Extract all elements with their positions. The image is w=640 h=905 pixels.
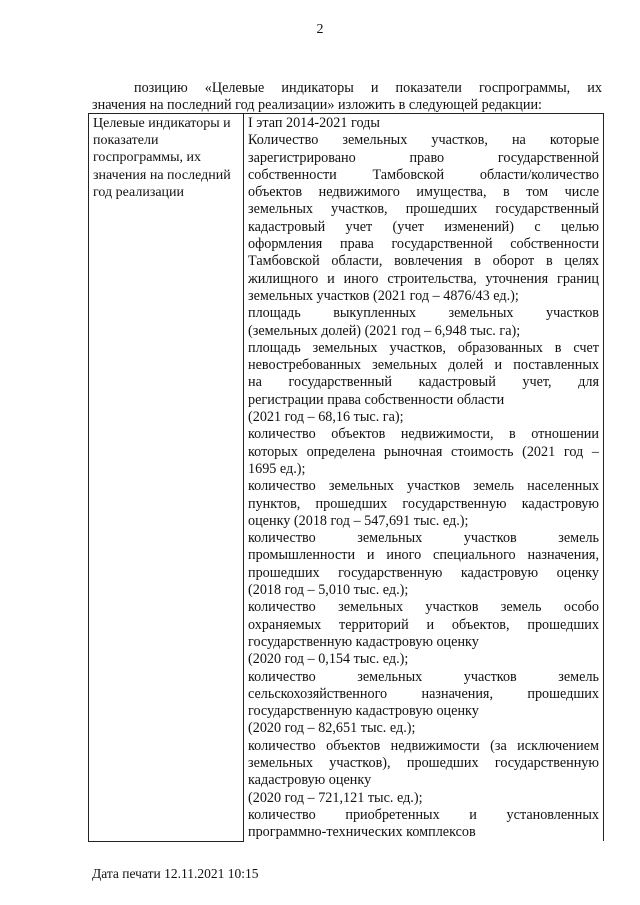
value-line: оформления права государственной собственности	[248, 236, 599, 253]
value-line: (2018 год – 5,010 тыс. ед.);	[248, 582, 409, 599]
value-line: оценку (2018 год – 547,691 тыс. ед.);	[248, 512, 469, 529]
value-line: (2020 год – 0,154 тыс. ед.);	[248, 651, 409, 668]
value-line: (2020 год – 82,651 тыс. ед.);	[248, 720, 416, 737]
value-line: программно-технических комплексов	[248, 824, 476, 841]
value-line: количество приобретенных и установленных	[248, 806, 599, 823]
value-line: которых определена рыночная стоимость (2021 год –	[248, 443, 599, 460]
value-line: количество земельных участков земель	[248, 668, 599, 685]
value-line: пунктов, прошедших государственную кадастровую	[248, 495, 599, 512]
value-line: земельных участков), прошедших государственную	[248, 754, 599, 771]
value-line: количество объектов недвижимости, в отношении	[248, 426, 599, 443]
value-line: государственную кадастровую оценку	[248, 703, 479, 720]
value-line: жилищного и иного строительства, уточнения границ	[248, 270, 599, 287]
value-line: площадь выкупленных земельных участков	[248, 305, 599, 322]
value-line: (2020 год – 721,121 тыс. ед.);	[248, 789, 423, 806]
value-line: Количество земельных участков, на которые	[248, 132, 599, 149]
value-line: регистрации права собственности области	[248, 391, 505, 408]
program-indicators-table	[88, 113, 604, 842]
value-line: Тамбовской области, вовлечения в оборот в целях	[248, 253, 599, 270]
value-line: количество объектов недвижимости (за исключением	[248, 737, 599, 754]
intro-line-1: позицию «Целевые индикаторы и показатели госпрограммы, их	[134, 80, 602, 96]
value-line: площадь земельных участков, образованных в счет	[248, 339, 599, 356]
value-line: собственности Тамбовской области/количество	[248, 166, 599, 183]
value-line: промышленности и иного специального назначения,	[248, 547, 599, 564]
value-line: 1695 ед.);	[248, 460, 306, 477]
value-line: государственную кадастровую оценку	[248, 633, 479, 650]
value-line: сельскохозяйственного назначения, прошедших	[248, 685, 599, 702]
value-line: (земельных долей) (2021 год – 6,948 тыс. га);	[248, 322, 521, 339]
intro-paragraph	[92, 80, 602, 114]
value-line: зарегистрировано право государственной	[248, 149, 599, 166]
value-line: земельных участков (2021 год – 4876/43 ед.);	[248, 287, 519, 304]
value-line: количество земельных участков земель	[248, 530, 599, 547]
value-line: кадастровую оценку	[248, 772, 372, 789]
table-row	[89, 114, 604, 842]
value-line: невостребованных земельных долей и поставленных	[248, 357, 599, 374]
value-line: прошедших государственную кадастровую оценку	[248, 564, 599, 581]
value-line: количество земельных участков земель особо	[248, 599, 599, 616]
indicator-values-cell	[244, 114, 604, 842]
intro-line-2: значения на последний год реализации» изложить в следующей редакции:	[92, 97, 542, 113]
value-line: (2021 год – 68,16 тыс. га);	[248, 409, 404, 426]
value-line: количество земельных участков земель населенных	[248, 478, 599, 495]
value-line: охраняемых территорий и объектов, прошедших	[248, 616, 599, 633]
value-line: объектов недвижимого имущества, в том числе	[248, 184, 599, 201]
print-date-footer: Дата печати 12.11.2021 10:15	[92, 866, 259, 881]
page-number: 2	[316, 22, 324, 37]
stage-heading: I этап 2014-2021 годы	[248, 115, 380, 131]
value-line: на государственный кадастровый учет, для	[248, 374, 599, 391]
indicator-label-cell: Целевые индикаторы и показатели госпрограммы, их значения на последний год реализации	[89, 114, 244, 842]
value-line: кадастровый учет (учет изменений) с целью	[248, 218, 599, 235]
value-line: земельных участков, прошедших государственный	[248, 201, 599, 218]
